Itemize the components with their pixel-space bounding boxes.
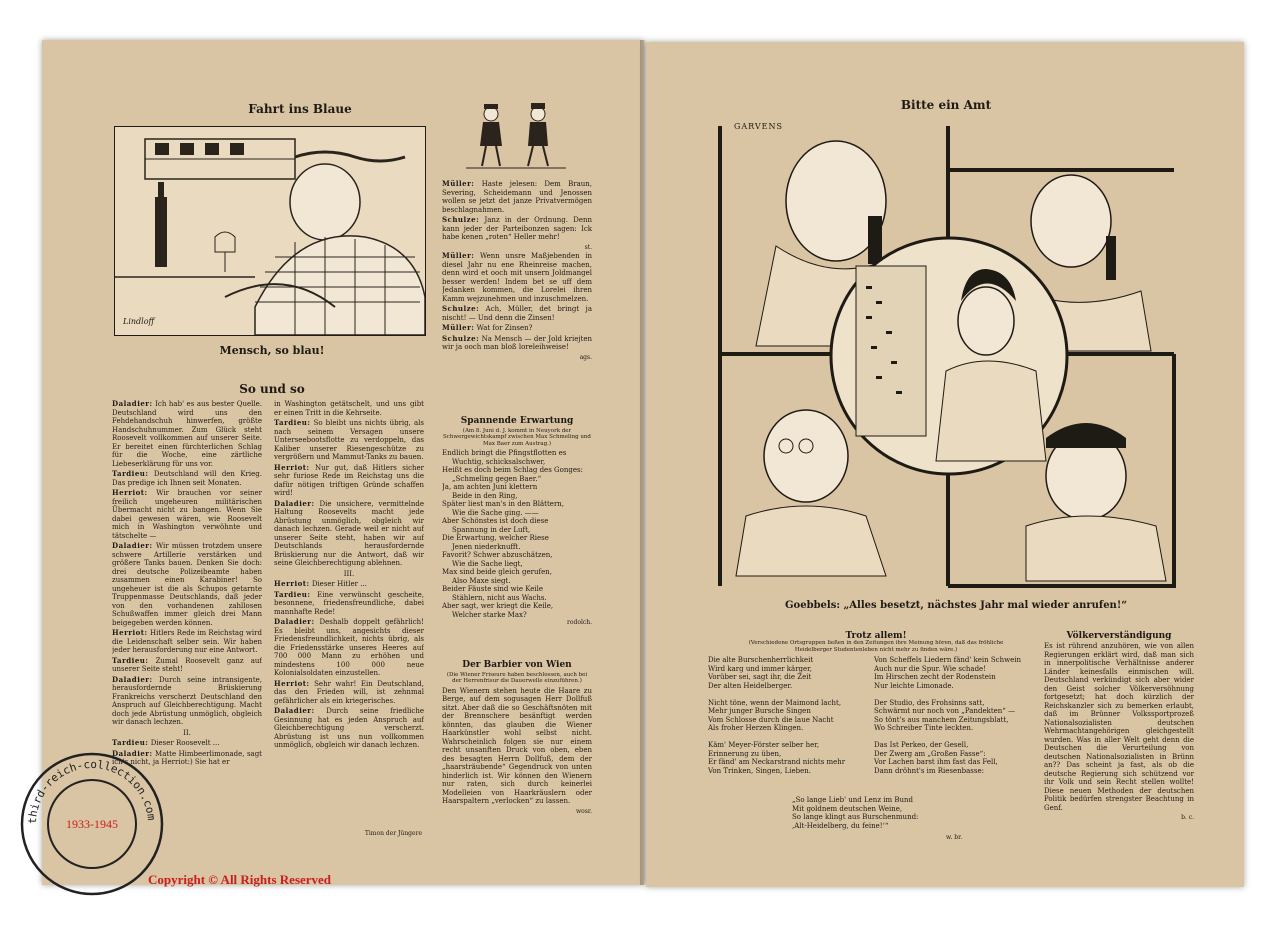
dialog-line: Müller: Haste jelesen: Dem Braun, Severing, Scheidemann und Jenossen wollen se jetzt det janze Privatvermögen beschlagnahmen. bbox=[442, 180, 592, 214]
poem-trotz-allem-col1: Die alte Burschenherrlichkeit Wird karg und immer kärger, Vorüber sei, sagt ihr, die Zeit Der alten Heidelberger. Nicht töne, wenn der Maimond lacht, Mehr junger Bursche Singen Vom Schlosse durch die laue Nacht Als froher Herzen Klingen. Käm' Meyer-Förster selber her, Erinnerung zu üben, Er fänd' am Neckarstrand nichts mehr Von Trinken, Singen, Lieben. bbox=[708, 656, 846, 775]
dialogue-paragraph: Herriot: Nur gut, daß Hitlers sicher sehr furiose Rede im Reichstag uns die dafür nötigen triftigen Gründe schaffen wird! bbox=[274, 462, 424, 497]
dialogue-paragraph: Daladier: Die unsichere, vermittelnde Haltung Roosevelts macht jede Abrüstung unmöglich, obgleich wir danach lechzen. Gerade weil er nicht auf unserer Seite steht, haben wir auf Deutschlands herausfordernde Brüskierung nur die Antwort, daß wir seine Gleichberechtigung ablehnen. bbox=[274, 498, 424, 567]
dialogue-paragraph: Tardieu: So bleibt uns nichts übrig, als nach seinem Versagen unsere Unterseebootsflotte zu verdoppeln, das Kaliber unserer Riesengeschütze zu vergrößern und Mammut-Tanks zu bauen. bbox=[274, 418, 424, 461]
dialogue-paragraph: Daladier: Ich hab' es aus bester Quelle. Deutschland wird uns den Fehdehandschuh hinwerfen, größte Handschuhnummer. Zum Glück steht Roosevelt vollkommen auf unserer Seite. Er bereitet einen fürchterlichen Schlag für die Woche, eine zärtliche Liebeserklärung für uns vor. bbox=[112, 400, 262, 468]
poem-line: Aber sagt, wer kriegt die Keile, bbox=[442, 602, 554, 610]
dialogue-paragraph: Tardieu: Zumal Roosevelt ganz auf unserer Seite steht! bbox=[112, 655, 262, 673]
stamp-ring-text: third-reich-collection.com bbox=[25, 757, 158, 825]
poem-line: Favorit? Schwer abzuschätzen, bbox=[442, 551, 553, 559]
cartoon-caption-blau: Mensch, so blau! bbox=[219, 344, 325, 357]
dialogue-paragraph: Tardieu: Dieser Roosevelt ... bbox=[112, 738, 220, 747]
cartoon-bitte-ein-amt bbox=[716, 116, 1176, 591]
article-barbier-von-wien bbox=[442, 658, 592, 838]
dialog-line: Schulze: Ach, Müller, det bringt ja nischt! — Und denn die Zinsen! bbox=[442, 304, 592, 322]
dialogue-paragraph: III. bbox=[343, 569, 355, 578]
dialogue-paragraph: Tardieu: Deutschland will den Krieg. Das predige ich Ihnen seit Monaten. bbox=[112, 469, 262, 487]
poem-trotz-allem-col2: Von Scheffels Liedern fänd' kein Schwein Auch nur die Spur. Wie schade! Im Hirschen zecht der Rodenstein Nur leichte Limonade. Der Studio, des Frohsinns satt, Schwärmt nur noch von „Pandekten“ — So tönt's aus manchem Zeitungsblatt, Wo Schreiber Tinte leckten. Das Ist Perkeo, der Gesell, Der Zwerg am „Großen Fasse“: Vor Lachen barst ihm fast das Fell, Dann dröhnt's im Riesenbasse: bbox=[874, 656, 1021, 775]
poem-line: Wie die Sache liegt, bbox=[452, 559, 523, 568]
cartoon-artist-signature: Lindloff bbox=[123, 317, 155, 326]
copyright-notice: Copyright © All Rights Reserved bbox=[148, 872, 332, 887]
right-page bbox=[646, 42, 1244, 887]
article-signature: b. c. bbox=[1181, 814, 1194, 821]
dialog-line: Müller: Wat for Zinsen? bbox=[442, 323, 533, 332]
article-subtitle-trotz-allem: (Verschiedene Ortsgruppen ließen in den Zeitungen ihre Meinung hören, daß das fröhliche Heidelberger Studentenleben nicht mehr zu finden wäre.) bbox=[748, 640, 1004, 653]
cartoon-drawing bbox=[115, 127, 425, 335]
poem-line: Wie die Sache ging. —— bbox=[452, 508, 539, 517]
cartoon-title-bitte-ein-amt: Bitte ein Amt bbox=[900, 98, 992, 112]
poem-line: „Schmeling gegen Baer.“ bbox=[452, 474, 542, 483]
poem-line: Spannung in der Luft, bbox=[452, 525, 531, 534]
poem-line: Beide in den Ring, bbox=[452, 491, 518, 500]
poem-line: Max sind beide gleich gerufen, bbox=[442, 568, 552, 576]
dialogue-paragraph: Daladier: Wir müssen trotzdem unsere schwere Artillerie verstärken und größere Tanks bauen. Denken Sie doch: drei deutsche Polizeibeamte haben zusammen einen Karabiner! So ungeheuer ist die als Schupos getarnte Truppenmasse Deutschlands, daß jeder von den vorhandenen zahllosen Schußwaffen immer gleich drei Mann beigegeben werden können. bbox=[112, 541, 262, 627]
cartoon-title-fahrt: Fahrt ins Blaue bbox=[248, 102, 352, 116]
dialogue-paragraph: Daladier: Matte Himbeerlimonade, sagt ich's nicht, ja Herriot:) Sie hat er bbox=[112, 748, 262, 766]
article-title: Spannende Erwartung bbox=[460, 416, 574, 426]
poem-line: Stählern, nicht aus Wachs. bbox=[452, 593, 547, 602]
article-signature: wosr. bbox=[576, 807, 592, 815]
poem-line: Welcher starke Max? bbox=[452, 610, 527, 619]
article-title-voelkerverstaendigung: Völkerverständigung bbox=[1066, 631, 1172, 641]
dialog-line: Schulze: Janz in der Ordnung. Denn kann jeder der Parteibonzen sagen: Ick habe kenen „roten“ Heller mehr! bbox=[442, 215, 592, 241]
cartoon-fahrt-ins-blaue bbox=[114, 126, 426, 336]
dialogue-paragraph: Daladier: Deshalb doppelt gefährlich! Es bleibt uns, angesichts dieser Friedensfreundlichkeit, nichts übrig, als die Friedensstärke unseres Heeres auf 700 000 Mann zu erhöhen und mindestens 100 000 neue Kolonialsoldaten einzustellen. bbox=[274, 617, 424, 677]
dialogue-paragraph: Herriot: Wir brauchen vor seiner freilich ungeheuren militärischen Übermacht nicht zu bangen. Wenn Sie dabei gewesen wären, wie Roosevelt mich in Washington verwöhnte und tätschelte — bbox=[112, 488, 262, 540]
so-und-so-column-2 bbox=[274, 400, 424, 828]
dialog-signature: ags. bbox=[579, 353, 592, 361]
article-voelkerverstaendigung bbox=[1044, 642, 1194, 832]
dialogue-paragraph: Tardieu: Eine verwünscht gescheite, besonnene, friedensfreundliche, dabei mannhafte Rede! bbox=[274, 589, 424, 616]
dialog-signature: st. bbox=[584, 243, 592, 251]
article-body: Den Wienern stehen heute die Haare zu Berge, auf dem sogusagen Herr Dollfuß sitzt. Aber daß die so Geschäftsnöten mit der Brennschere besänftigt werden könnten, das glauben die Wiener Haarkünstler wohl selbst nicht. Wahrscheinlich folgen sie nur einem recht unsanften Druck von oben, eben des besagten Herrn Dollfuß, dem der „haarsträubende“ Gegendruck von unten hinderlich ist. Wir können den Wienern nur raten, sich durch keinerlei Modelleien von Haarkräuslern oder Haarspaltern „verlocken“ zu lassen. bbox=[442, 686, 592, 805]
dialogue-paragraph: Herriot: Hitlers Rede im Reichstag wird die Leidenschaft selber sein. Wir haben jeder herausforderung nur eine Antwort. bbox=[112, 628, 262, 654]
stamp-years: 1933-1945 bbox=[66, 817, 118, 831]
poem-line: Ja, am achten Juni klettern bbox=[442, 483, 538, 491]
article-title-trotz-allem: Trotz allem! bbox=[845, 631, 907, 641]
cartoon-artist-garvens: GARVENS bbox=[734, 122, 784, 131]
poem-trotz-allem-end: „So lange Lieb' und Lenz im Bund Mit goldnem deutschen Weine, So lange klingt aus Burschenmund: ‚Alt-Heidelberg, du feine!‘“ bbox=[792, 796, 919, 830]
dialogue-paragraph: II. bbox=[183, 728, 191, 737]
article-subtitle: (Die Wiener Friseure haben beschlossen, auch bei der Herrenfrisur die Dauerwelle einzuführen.) bbox=[446, 671, 588, 684]
watermark-stamp bbox=[16, 748, 168, 900]
poem-line: Die Erwartung, welcher Riese bbox=[442, 534, 549, 542]
poem-line: Jenen niederknufft. bbox=[452, 542, 521, 551]
poem-line: Später liest man's in den Blättern, bbox=[442, 500, 565, 508]
dialogue-paragraph: Daladier: Durch seine friedliche Gesinnung hat es jeden Anspruch auf Gleichberechtigung verscherzt. Abrüstung ist uns nun vollkommen unmöglich, obgleich wir danach lechzen. bbox=[274, 706, 424, 749]
dialog-line: Müller: Wenn unsre Maßjebenden in diesel Jahr nu ene Rheinreise machen, denn wird et ooch mit unsern Joldmangel besser werden! Indem bet se uff dem Jedanken kommen, die Lorelei ihren Kamm wejzunehmen und inzuschmelzen. bbox=[442, 251, 592, 303]
article-body: Es ist rührend anzuhören, wie von allen Regierungen erklärt wird, daß man sich in innerpolitische Verhältnisse anderer Länder keinesfalls einmischen will. Deutschland verkündigt sich aber wider den Geist solcher Völkerversöhnung fortgesetzt; hat doch kürzlich der Reichskanzler sich zu bemerken erlaubt, daß im Brünner Volkssportprozeß Nationalsozialisten deutschen Wehrmachtangehörigen gleichgestellt wurden. Was in aller Welt geht denn die Deutschen die Verurteilung von deutschen Nationalsozialisten in Brünn an?? Das scheint ja fast, als ob die deutsche Regierung sich schützend vor ihr Volk und sein Recht stellen wollte! Diese neuen Methoden der deutschen Politik bedürfen strengster Beachtung in Genf. bbox=[1044, 642, 1194, 812]
poem-line: Beider Fäuste sind wie Keile bbox=[442, 585, 544, 593]
article-subtitle: (Am 8. Juni d. J. kommt in Neuyork der Schwergewichtskampf zwischen Max Schmeling und Max Baer zum Austrag.) bbox=[443, 427, 591, 447]
article-title: Der Barbier von Wien bbox=[462, 660, 572, 670]
cartoon-caption-goebbels: Goebbels: „Alles besetzt, nächstes Jahr mal wieder anrufen!“ bbox=[785, 600, 1127, 611]
dialogue-paragraph: Daladier: Durch seine intransigente, herausfordernde Brüskierung Frankreichs verscherzt Deutschland den Anspruch auf Gleichberechtigung. Macht doch jede Abrüstung unmöglich, obgleich wir danach lechzen. bbox=[112, 674, 262, 726]
article-title-so-und-so: So und so bbox=[239, 382, 305, 396]
dialog-mueller-schulze bbox=[442, 180, 592, 410]
poem-signature: rodolch. bbox=[567, 619, 592, 626]
poem-line: Endlich bringt die Pfingstflotten es bbox=[442, 449, 567, 457]
svg-text:third-reich-collection.com bbox=[26, 758, 158, 824]
vignette-mueller-schulze bbox=[456, 100, 576, 172]
poem-line: Aber Schönstes ist doch diese bbox=[442, 517, 549, 525]
so-und-so-signature: Timon der Jüngere bbox=[364, 830, 422, 837]
dialog-line: Schulze: Na Mensch — der Jold kriejten wir ja ooch man bloß loreleihweise! bbox=[442, 333, 592, 351]
dialogue-paragraph: Herriot: Sehr wahr! Ein Deutschland, das den Frieden will, ist zehnmal gefährlicher als ein kriegerisches. bbox=[274, 678, 424, 705]
poem-spannende-erwartung bbox=[442, 414, 592, 654]
poem-line: Wuchtig, schicksalschwer, bbox=[452, 457, 546, 466]
poem-line: Also Maxe siegt. bbox=[452, 576, 511, 585]
poem-lines bbox=[442, 449, 592, 619]
dialogue-paragraph: in Washington getätschelt, und uns gibt er einen Tritt in die Kehrseite. bbox=[274, 400, 424, 417]
dialogue-paragraph: Herriot: Dieser Hitler ... bbox=[274, 579, 367, 588]
poem-trotz-allem-signature: w. br. bbox=[946, 834, 963, 841]
poem-line: Heißt es doch beim Schlag des Gonges: bbox=[442, 466, 583, 474]
